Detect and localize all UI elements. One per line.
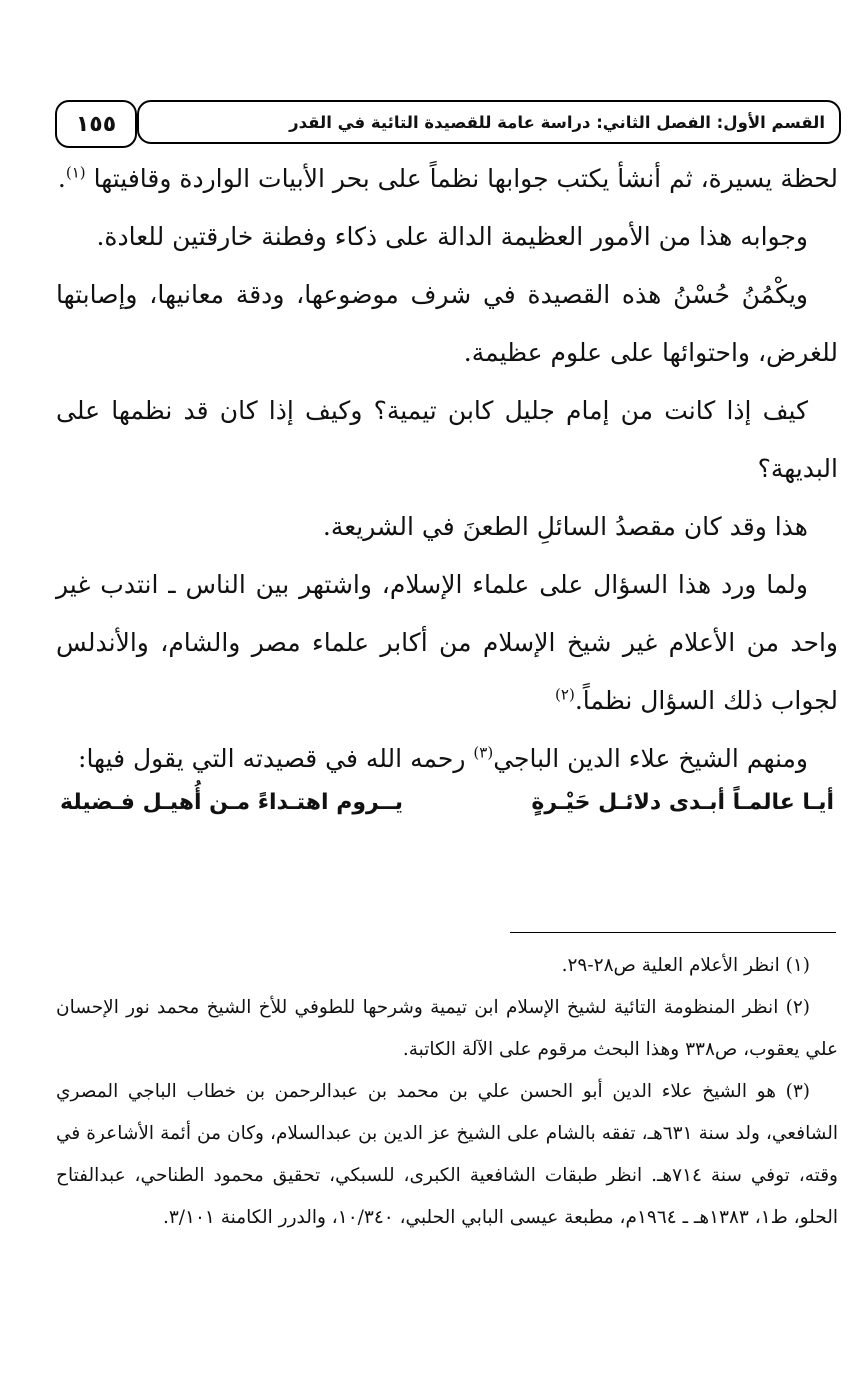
- paragraph-2: وجوابه هذا من الأمور العظيمة الدالة على ذكاء وفطنة خارقتين للعادة.: [96, 222, 808, 251]
- running-title: القسم الأول: الفصل الثاني: دراسة عامة للقصيدة التائية في القدر: [137, 100, 841, 144]
- paragraph-3: ويكْمُنُ حُسْنُ هذه القصيدة في شرف موضوعها، ودقة معانيها، وإصابتها للغرض، واحتوائها على علوم عظيمة.: [56, 280, 838, 367]
- verse-first-hemistich: أيـا عالمـاً أبـدى دلائـل حَيْـرةٍ: [531, 790, 834, 815]
- poem-verse: [56, 790, 838, 815]
- footnote-2: (٢) انظر المنظومة التائية لشيخ الإسلام ابن تيمية وشرحها للطوفي للأخ الشيخ محمد نور الإحسان علي يعقوب، ص٣٣٨ وهذا البحث مرقوم على الآلة الكاتبة.: [56, 997, 838, 1060]
- paragraph-7: [56, 730, 838, 788]
- footnote-ref-3: (٣): [473, 743, 494, 762]
- footnotes: [56, 945, 838, 1239]
- verse-second-hemistich: يــروم اهتـداءً مـن أُهيـل فـضيلة: [60, 790, 403, 815]
- paragraph-1-text: لحظة يسيرة، ثم أنشأ يكتب جوابها نظماً على بحر الأبيات الواردة وقافيتها: [93, 164, 838, 193]
- footnote-divider: [510, 932, 836, 933]
- paragraph-6: [56, 556, 838, 730]
- paragraph-7-text-b: رحمه الله في قصيدته التي يقول فيها:: [78, 744, 466, 773]
- paragraph-5: هذا وقد كان مقصدُ السائلِ الطعنَ في الشريعة.: [322, 512, 808, 541]
- footnote-ref-1: (١): [65, 163, 86, 182]
- paragraph-1-end: .: [57, 164, 66, 193]
- footnote-3: (٣) هو الشيخ علاء الدين أبو الحسن علي بن محمد بن عبدالرحمن بن خطاب الباجي المصري الشافعي، ولد سنة ٦٣١هـ، تفقه بالشام على الشيخ عز الدين بن عبدالسلام، وكان من أئمة الأشاعرة في وقته، توفي سنة ٧١٤هـ. انظر طبقات الشافعية الكبرى، للسبكي، تحقيق محمود الطناحي، عبدالفتاح الحلو، ط١، ١٣٨٣هـ ـ ١٩٦٤م، مطبعة عيسى البابي الحلبي، ١٠/٣٤٠، والدرر الكامنة ٣/١٠١.: [56, 1081, 838, 1228]
- page-number: ١٥٥: [55, 100, 137, 148]
- main-text: [56, 150, 838, 815]
- footnote-ref-2: (٢): [555, 685, 575, 704]
- paragraph-6-text: ولما ورد هذا السؤال على علماء الإسلام، واشتهر بين الناس ـ انتدب غير واحد من الأعلام غير شيخ الإسلام من أكابر علماء مصر والشام، والأندلس لجواب ذلك السؤال نظماً.: [56, 570, 838, 715]
- footnote-1: (١) انظر الأعلام العلية ص٢٨-٢٩.: [561, 955, 810, 976]
- paragraph-4: كيف إذا كانت من إمام جليل كابن تيمية؟ وكيف إذا كان قد نظمها على البديهة؟: [56, 396, 838, 483]
- paragraph-1: [56, 150, 838, 208]
- paragraph-7-text-a: ومنهم الشيخ علاء الدين الباجي: [493, 744, 808, 773]
- page-header: [55, 100, 845, 150]
